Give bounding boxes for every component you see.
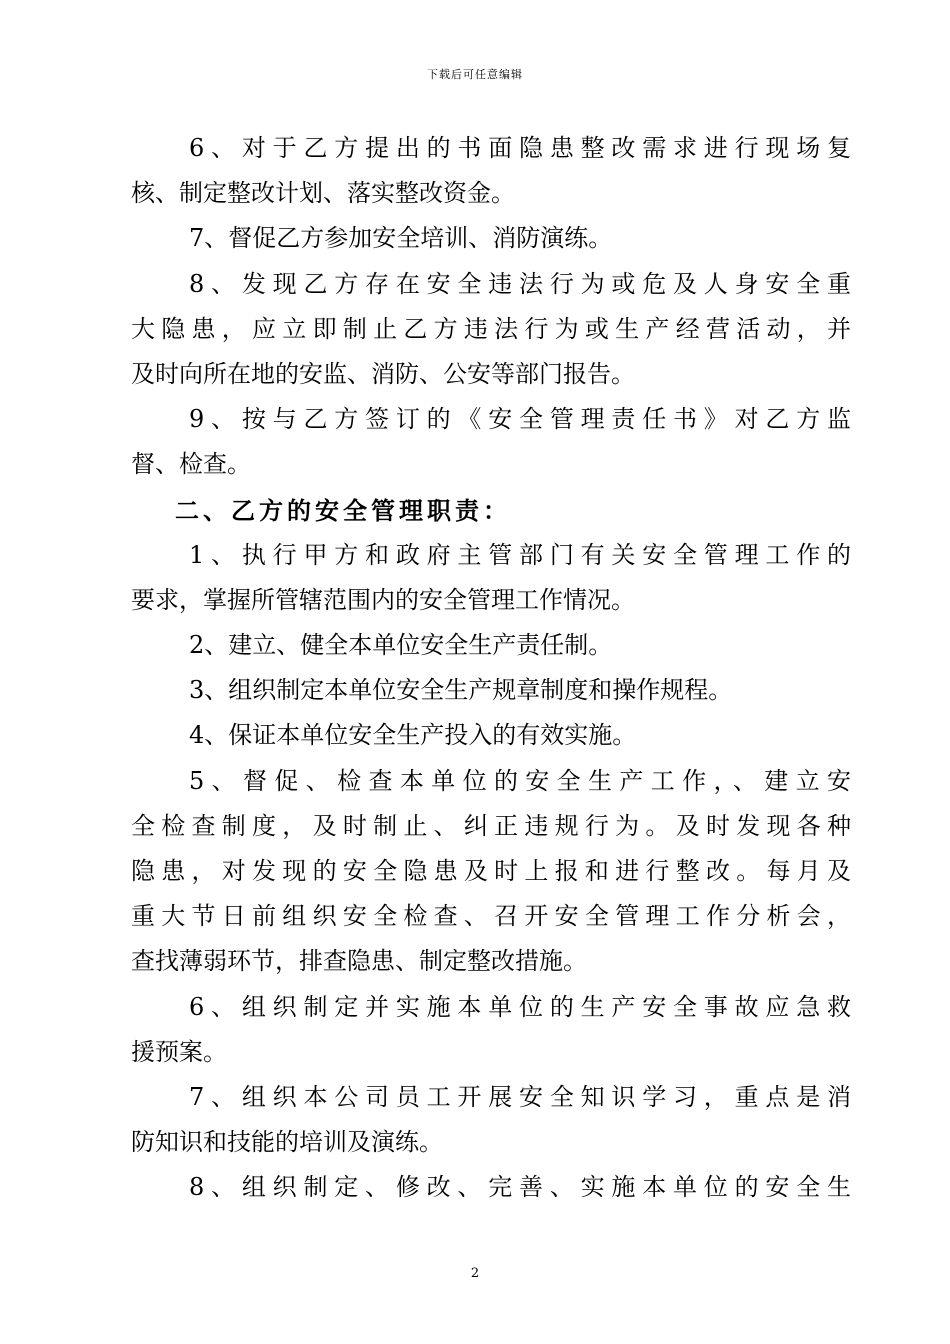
paragraph-line: 3、组织制定本单位安全生产规章制度和操作规程。 [189,676,733,705]
paragraph-line: 督、检查。 [131,450,251,479]
paragraph-line: 8、发现乙方存在安全违法行为或危及人身安全重 [189,269,851,298]
paragraph-line: 6、组织制定并实施本单位的生产安全事故应急救 [189,992,851,1021]
paragraph-line: 6、对于乙方提出的书面隐患整改需求进行现场复 [189,134,851,162]
section-heading: 二、乙方的安全管理职责： [175,495,511,525]
paragraph-line: 要求，掌握所管辖范围内的安全管理工作情况。 [131,585,635,614]
paragraph-line: 7、督促乙方参加安全培训、消防演练。 [189,224,613,253]
paragraph-line: 1、执行甲方和政府主管部门有关安全管理工作的 [189,540,851,569]
paragraph-line: 全检查制度，及时制止、纠正违规行为。及时发现各种 [131,811,851,840]
paragraph-line: 大隐患，应立即制止乙方违法行为或生产经营活动，并 [131,314,851,343]
paragraph-line: 核、制定整改计划、落实整改资金。 [131,179,515,208]
paragraph-line: 4、保证本单位安全生产投入的有效实施。 [189,721,637,750]
paragraph-line: 查找薄弱环节，排查隐患、制定整改措施。 [131,947,587,976]
paragraph-line: 2、建立、健全本单位安全生产责任制。 [189,631,613,660]
document-body [131,126,851,1211]
paragraph-line: 隐患，对发现的安全隐患及时上报和进行整改。每月及 [131,857,851,885]
page-header: 下载后可任意编辑 [427,68,523,81]
page-number: 2 [470,1266,480,1281]
paragraph-line: 及时向所在地的安监、消防、公安等部门报告。 [131,359,635,388]
paragraph-line: 7、组织本公司员工开展安全知识学习，重点是消 [189,1082,851,1111]
paragraph-line: 8、组织制定、修改、完善、实施本单位的安全生 [189,1173,851,1202]
paragraph-line: 重大节日前组织安全检查、召开安全管理工作分析会， [131,902,851,931]
paragraph-line: 9、按与乙方签订的《安全管理责任书》对乙方监 [189,405,851,434]
paragraph-line: 5、督促、检查本单位的安全生产工作，、建立安 [189,766,851,795]
paragraph-line: 援预案。 [131,1037,227,1066]
paragraph-line: 防知识和技能的培训及演练。 [131,1128,443,1157]
